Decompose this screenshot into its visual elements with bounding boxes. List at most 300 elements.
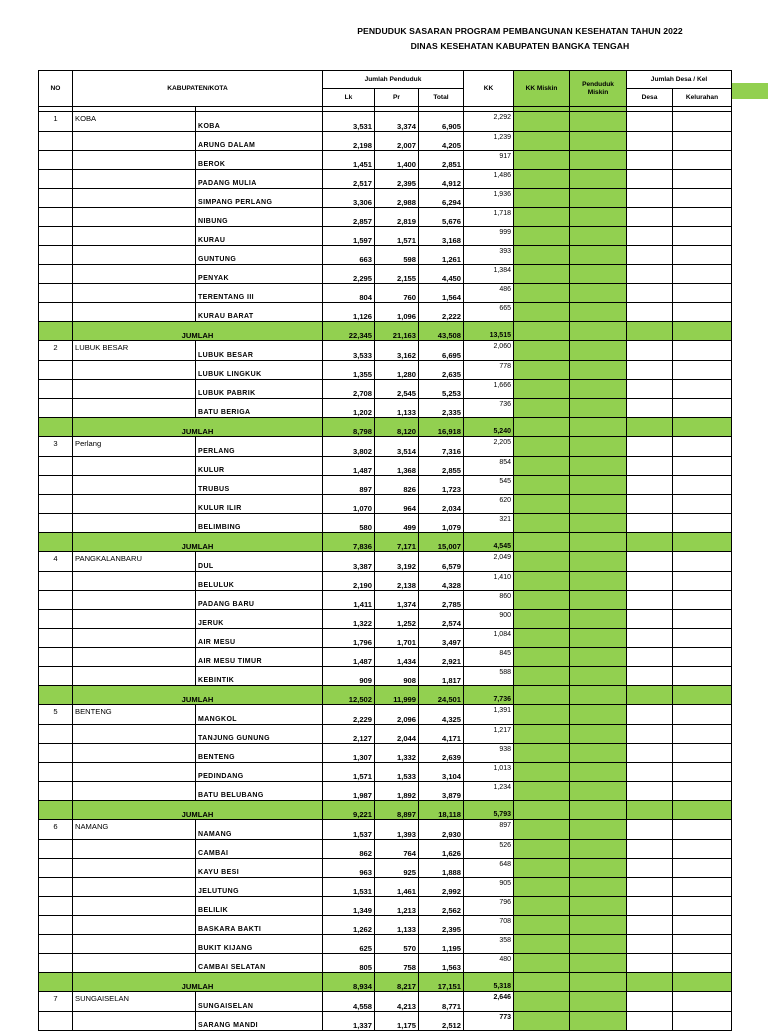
value-desa <box>627 189 673 208</box>
row-number-empty <box>39 476 73 495</box>
kelurahan-name: LUBUK PABRIK <box>196 380 323 399</box>
value-penduduk-miskin <box>570 265 627 284</box>
kecamatan-name-empty <box>73 476 196 495</box>
value-total: 2,921 <box>419 648 464 667</box>
value-penduduk-miskin <box>570 763 627 782</box>
value-kelurahan <box>673 954 732 973</box>
value-lk: 1,322 <box>323 610 375 629</box>
value-desa <box>627 361 673 380</box>
value-pr: 764 <box>375 840 419 859</box>
value-pr: 3,514 <box>375 437 419 457</box>
value-total: 2,930 <box>419 820 464 840</box>
header-desa: Desa <box>627 89 673 107</box>
value-pr: 4,213 <box>375 992 419 1012</box>
value-kelurahan <box>673 208 732 227</box>
value-total: 2,574 <box>419 610 464 629</box>
subtotal-kk-miskin <box>514 322 570 341</box>
value-total: 1,817 <box>419 667 464 686</box>
value-lk: 1,070 <box>323 495 375 514</box>
table-row <box>39 667 732 686</box>
value-penduduk-miskin <box>570 820 627 840</box>
value-total: 2,562 <box>419 897 464 916</box>
kelurahan-name: GUNTUNG <box>196 246 323 265</box>
kelurahan-name: BUKIT KIJANG <box>196 935 323 954</box>
value-desa <box>627 437 673 457</box>
value-desa <box>627 132 673 151</box>
table-row <box>39 265 732 284</box>
subtotal-lk: 8,798 <box>323 418 375 437</box>
value-pr: 570 <box>375 935 419 954</box>
row-number: 4 <box>39 552 73 572</box>
value-total: 2,512 <box>419 1012 464 1031</box>
value-desa <box>627 552 673 572</box>
value-kk-miskin <box>514 916 570 935</box>
value-pr: 2,988 <box>375 189 419 208</box>
kecamatan-name-empty <box>73 399 196 418</box>
value-total: 2,992 <box>419 878 464 897</box>
subtotal-no <box>39 801 73 820</box>
value-total: 1,723 <box>419 476 464 495</box>
value-desa <box>627 495 673 514</box>
value-total: 4,205 <box>419 132 464 151</box>
value-total: 2,222 <box>419 303 464 322</box>
subtotal-penduduk-miskin <box>570 533 627 552</box>
kelurahan-name: KULUR ILIR <box>196 495 323 514</box>
value-kk: 796 <box>464 897 514 916</box>
value-pr: 2,007 <box>375 132 419 151</box>
kecamatan-name-empty <box>73 284 196 303</box>
value-penduduk-miskin <box>570 208 627 227</box>
value-pr: 1,252 <box>375 610 419 629</box>
value-pr: 1,133 <box>375 399 419 418</box>
row-number-empty <box>39 916 73 935</box>
kelurahan-name: NIBUNG <box>196 208 323 227</box>
value-total: 3,879 <box>419 782 464 801</box>
row-number: 5 <box>39 705 73 725</box>
table-row <box>39 341 732 361</box>
value-kk: 1,239 <box>464 132 514 151</box>
value-kelurahan <box>673 476 732 495</box>
value-pr: 2,819 <box>375 208 419 227</box>
table-row <box>39 591 732 610</box>
table-row <box>39 725 732 744</box>
table-row <box>39 572 732 591</box>
value-lk: 2,857 <box>323 208 375 227</box>
subtotal-pr: 21,163 <box>375 322 419 341</box>
subtotal-kk-miskin <box>514 973 570 992</box>
subtotal-pr: 11,999 <box>375 686 419 705</box>
value-total: 6,695 <box>419 341 464 361</box>
value-penduduk-miskin <box>570 705 627 725</box>
value-kelurahan <box>673 629 732 648</box>
value-pr: 598 <box>375 246 419 265</box>
value-lk: 3,387 <box>323 552 375 572</box>
kelurahan-name: CAMBAI SELATAN <box>196 954 323 973</box>
kecamatan-name-empty <box>73 189 196 208</box>
value-lk: 963 <box>323 859 375 878</box>
value-kk: 665 <box>464 303 514 322</box>
value-lk: 1,337 <box>323 1012 375 1031</box>
value-kk: 999 <box>464 227 514 246</box>
kelurahan-name: BELILIK <box>196 897 323 916</box>
value-total: 2,639 <box>419 744 464 763</box>
value-total: 3,104 <box>419 763 464 782</box>
value-desa <box>627 954 673 973</box>
row-number-empty <box>39 151 73 170</box>
table-row <box>39 208 732 227</box>
value-kelurahan <box>673 495 732 514</box>
kecamatan-name-empty <box>73 514 196 533</box>
subtotal-lk: 12,502 <box>323 686 375 705</box>
value-penduduk-miskin <box>570 495 627 514</box>
value-desa <box>627 667 673 686</box>
kelurahan-name: TERENTANG III <box>196 284 323 303</box>
value-kk-miskin <box>514 725 570 744</box>
value-desa <box>627 591 673 610</box>
header-fill-overflow <box>732 83 768 99</box>
value-kk-miskin <box>514 514 570 533</box>
table-row <box>39 552 732 572</box>
value-lk: 1,531 <box>323 878 375 897</box>
value-lk: 1,411 <box>323 591 375 610</box>
subtotal-kelurahan <box>673 322 732 341</box>
value-total: 8,771 <box>419 992 464 1012</box>
subtotal-kk-miskin <box>514 801 570 820</box>
value-kk: 736 <box>464 399 514 418</box>
value-kk: 321 <box>464 514 514 533</box>
value-desa <box>627 170 673 189</box>
value-pr: 1,374 <box>375 591 419 610</box>
value-penduduk-miskin <box>570 399 627 418</box>
value-desa <box>627 246 673 265</box>
kecamatan-name: LUBUK BESAR <box>73 341 196 361</box>
value-desa <box>627 303 673 322</box>
value-kk-miskin <box>514 763 570 782</box>
report-subtitle: DINAS KESEHATAN KABUPATEN BANGKA TENGAH <box>410 41 630 51</box>
value-kk-miskin <box>514 361 570 380</box>
value-kelurahan <box>673 303 732 322</box>
row-number-empty <box>39 629 73 648</box>
value-kk: 588 <box>464 667 514 686</box>
subtotal-label: JUMLAH <box>73 322 323 341</box>
value-lk: 3,802 <box>323 437 375 457</box>
subtotal-penduduk-miskin <box>570 686 627 705</box>
table-row <box>39 705 732 725</box>
value-kk-miskin <box>514 667 570 686</box>
value-desa <box>627 341 673 361</box>
value-kelurahan <box>673 514 732 533</box>
subtotal-kk-miskin <box>514 533 570 552</box>
value-penduduk-miskin <box>570 591 627 610</box>
kecamatan-name-empty <box>73 935 196 954</box>
subtotal-row <box>39 533 732 552</box>
table-row <box>39 935 732 954</box>
value-penduduk-miskin <box>570 629 627 648</box>
value-kelurahan <box>673 246 732 265</box>
table-row <box>39 820 732 840</box>
kecamatan-name-empty <box>73 744 196 763</box>
value-pr: 2,395 <box>375 170 419 189</box>
value-kk-miskin <box>514 705 570 725</box>
value-penduduk-miskin <box>570 782 627 801</box>
kecamatan-name-empty <box>73 878 196 897</box>
row-number-empty <box>39 840 73 859</box>
table-row <box>39 648 732 667</box>
kelurahan-name: BASKARA BAKTI <box>196 916 323 935</box>
value-desa <box>627 514 673 533</box>
value-pr: 1,461 <box>375 878 419 897</box>
value-pr: 1,332 <box>375 744 419 763</box>
value-kelurahan <box>673 572 732 591</box>
value-desa <box>627 916 673 935</box>
table-row <box>39 1012 732 1031</box>
value-lk: 862 <box>323 840 375 859</box>
value-lk: 2,295 <box>323 265 375 284</box>
subtotal-total: 43,508 <box>419 322 464 341</box>
table-row <box>39 476 732 495</box>
value-desa <box>627 1012 673 1031</box>
subtotal-desa <box>627 686 673 705</box>
value-kk-miskin <box>514 399 570 418</box>
kelurahan-name: AIR MESU TIMUR <box>196 648 323 667</box>
subtotal-label: JUMLAH <box>73 973 323 992</box>
value-pr: 1,368 <box>375 457 419 476</box>
row-number-empty <box>39 897 73 916</box>
value-total: 4,450 <box>419 265 464 284</box>
kelurahan-name: BATU BELUBANG <box>196 782 323 801</box>
table-row <box>39 629 732 648</box>
value-kk-miskin <box>514 284 570 303</box>
value-pr: 760 <box>375 284 419 303</box>
value-lk: 625 <box>323 935 375 954</box>
header-no: NO <box>39 71 73 107</box>
subtotal-lk: 9,221 <box>323 801 375 820</box>
value-lk: 2,708 <box>323 380 375 399</box>
value-lk: 3,306 <box>323 189 375 208</box>
value-kk: 854 <box>464 457 514 476</box>
kecamatan-name: Perlang <box>73 437 196 457</box>
header-jumlah-penduduk: Jumlah Penduduk <box>323 71 464 89</box>
kelurahan-name: BATU BERIGA <box>196 399 323 418</box>
value-lk: 1,597 <box>323 227 375 246</box>
value-kk-miskin <box>514 840 570 859</box>
value-total: 7,316 <box>419 437 464 457</box>
value-total: 2,851 <box>419 151 464 170</box>
value-kelurahan <box>673 763 732 782</box>
row-number-empty <box>39 878 73 897</box>
kelurahan-name: AIR MESU <box>196 629 323 648</box>
value-total: 3,497 <box>419 629 464 648</box>
value-kk-miskin <box>514 341 570 361</box>
kecamatan-name: BENTENG <box>73 705 196 725</box>
value-total: 1,888 <box>419 859 464 878</box>
value-kk-miskin <box>514 170 570 189</box>
value-penduduk-miskin <box>570 246 627 265</box>
row-number-empty <box>39 170 73 189</box>
table-row <box>39 878 732 897</box>
header-kabupaten: KABUPATEN/KOTA <box>73 71 323 107</box>
value-pr: 1,892 <box>375 782 419 801</box>
kelurahan-name: KOBA <box>196 112 323 132</box>
header-kk-miskin: KK Miskin <box>514 71 570 107</box>
value-kk-miskin <box>514 380 570 399</box>
value-desa <box>627 399 673 418</box>
value-desa <box>627 935 673 954</box>
value-desa <box>627 284 673 303</box>
kelurahan-name: KEBINTIK <box>196 667 323 686</box>
value-lk: 1,307 <box>323 744 375 763</box>
value-kelurahan <box>673 878 732 897</box>
value-kelurahan <box>673 859 732 878</box>
subtotal-lk: 7,836 <box>323 533 375 552</box>
value-pr: 1,434 <box>375 648 419 667</box>
value-pr: 1,280 <box>375 361 419 380</box>
row-number-empty <box>39 954 73 973</box>
subtotal-label: JUMLAH <box>73 686 323 705</box>
value-penduduk-miskin <box>570 284 627 303</box>
row-number-empty <box>39 744 73 763</box>
kecamatan-name-empty <box>73 859 196 878</box>
subtotal-row <box>39 973 732 992</box>
value-penduduk-miskin <box>570 132 627 151</box>
row-number: 2 <box>39 341 73 361</box>
value-total: 1,079 <box>419 514 464 533</box>
row-number-empty <box>39 399 73 418</box>
value-kk-miskin <box>514 859 570 878</box>
value-pr: 925 <box>375 859 419 878</box>
table-row <box>39 954 732 973</box>
kecamatan-name-empty <box>73 361 196 380</box>
value-total: 4,328 <box>419 572 464 591</box>
value-lk: 1,537 <box>323 820 375 840</box>
value-lk: 1,355 <box>323 361 375 380</box>
row-number-empty <box>39 572 73 591</box>
value-penduduk-miskin <box>570 112 627 132</box>
value-kelurahan <box>673 170 732 189</box>
header-total: Total <box>419 89 464 107</box>
value-kk: 897 <box>464 820 514 840</box>
subtotal-label: JUMLAH <box>73 418 323 437</box>
value-kk-miskin <box>514 591 570 610</box>
table-row <box>39 916 732 935</box>
row-number-empty <box>39 495 73 514</box>
value-total: 2,785 <box>419 591 464 610</box>
value-pr: 1,393 <box>375 820 419 840</box>
value-kelurahan <box>673 341 732 361</box>
kelurahan-name: BENTENG <box>196 744 323 763</box>
kecamatan-name-empty <box>73 246 196 265</box>
row-number-empty <box>39 610 73 629</box>
value-kelurahan <box>673 284 732 303</box>
value-lk: 2,517 <box>323 170 375 189</box>
value-kk: 900 <box>464 610 514 629</box>
kelurahan-name: NAMANG <box>196 820 323 840</box>
kelurahan-name: KULUR <box>196 457 323 476</box>
value-kk-miskin <box>514 189 570 208</box>
kecamatan-name-empty <box>73 227 196 246</box>
value-desa <box>627 380 673 399</box>
value-desa <box>627 782 673 801</box>
value-kk: 1,410 <box>464 572 514 591</box>
kecamatan-name-empty <box>73 1012 196 1031</box>
subtotal-desa <box>627 973 673 992</box>
value-kk-miskin <box>514 954 570 973</box>
value-kk-miskin <box>514 648 570 667</box>
value-lk: 805 <box>323 954 375 973</box>
value-desa <box>627 820 673 840</box>
subtotal-pr: 8,897 <box>375 801 419 820</box>
subtotal-kelurahan <box>673 686 732 705</box>
value-kk-miskin <box>514 437 570 457</box>
value-kk: 358 <box>464 935 514 954</box>
kelurahan-name: CAMBAI <box>196 840 323 859</box>
value-kk: 648 <box>464 859 514 878</box>
row-number: 6 <box>39 820 73 840</box>
value-penduduk-miskin <box>570 916 627 935</box>
subtotal-pr: 7,171 <box>375 533 419 552</box>
value-desa <box>627 112 673 132</box>
value-kelurahan <box>673 227 732 246</box>
value-pr: 1,096 <box>375 303 419 322</box>
value-pr: 908 <box>375 667 419 686</box>
value-total: 5,253 <box>419 380 464 399</box>
value-penduduk-miskin <box>570 380 627 399</box>
subtotal-kelurahan <box>673 801 732 820</box>
table-row <box>39 361 732 380</box>
value-kelurahan <box>673 1012 732 1031</box>
table-row <box>39 246 732 265</box>
value-penduduk-miskin <box>570 189 627 208</box>
table-row <box>39 132 732 151</box>
value-total: 4,325 <box>419 705 464 725</box>
subtotal-kk: 4,545 <box>464 533 514 552</box>
value-penduduk-miskin <box>570 935 627 954</box>
table-row <box>39 227 732 246</box>
value-kk: 778 <box>464 361 514 380</box>
subtotal-no <box>39 533 73 552</box>
value-penduduk-miskin <box>570 437 627 457</box>
value-kk: 1,486 <box>464 170 514 189</box>
subtotal-desa <box>627 801 673 820</box>
row-number-empty <box>39 591 73 610</box>
kecamatan-name: KOBA <box>73 112 196 132</box>
value-desa <box>627 763 673 782</box>
kecamatan-name-empty <box>73 916 196 935</box>
value-kelurahan <box>673 610 732 629</box>
value-kk: 2,646 <box>464 992 514 1012</box>
row-number: 3 <box>39 437 73 457</box>
value-pr: 2,545 <box>375 380 419 399</box>
value-total: 1,195 <box>419 935 464 954</box>
value-kk: 773 <box>464 1012 514 1031</box>
value-kelurahan <box>673 820 732 840</box>
value-penduduk-miskin <box>570 170 627 189</box>
subtotal-kk: 5,318 <box>464 973 514 992</box>
value-kk: 1,234 <box>464 782 514 801</box>
value-lk: 580 <box>323 514 375 533</box>
row-number: 7 <box>39 992 73 1012</box>
value-kk: 845 <box>464 648 514 667</box>
value-kk: 2,060 <box>464 341 514 361</box>
value-lk: 1,349 <box>323 897 375 916</box>
value-kelurahan <box>673 591 732 610</box>
subtotal-desa <box>627 322 673 341</box>
value-penduduk-miskin <box>570 840 627 859</box>
value-kk-miskin <box>514 265 570 284</box>
value-pr: 2,096 <box>375 705 419 725</box>
value-kelurahan <box>673 189 732 208</box>
subtotal-lk: 8,934 <box>323 973 375 992</box>
